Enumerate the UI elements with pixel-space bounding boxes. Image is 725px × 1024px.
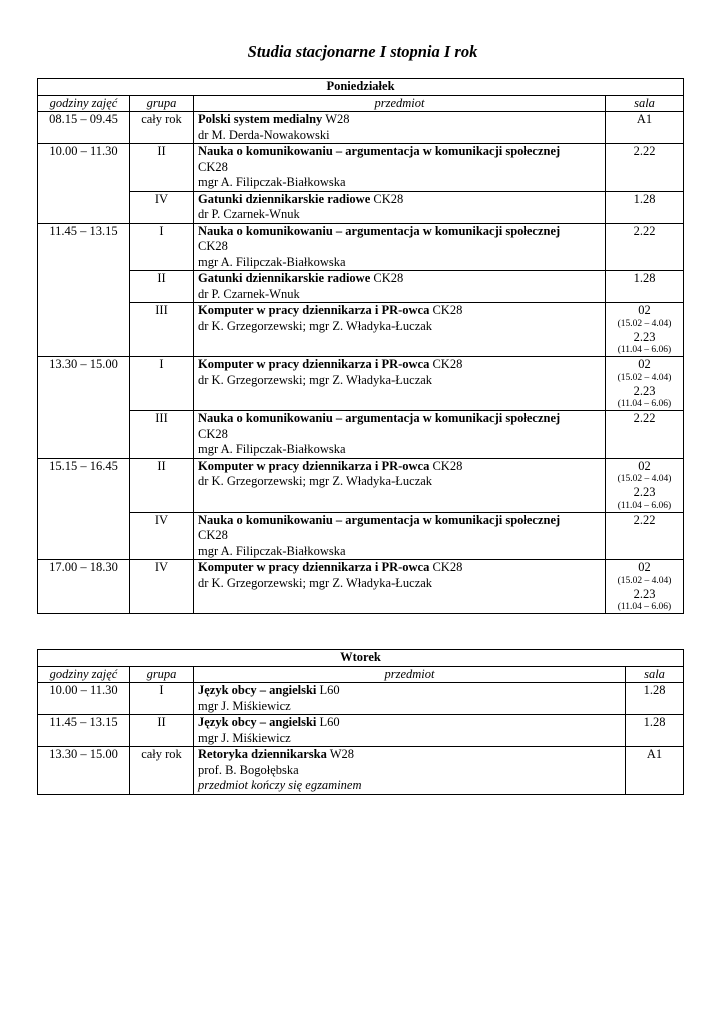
table-row bbox=[38, 560, 684, 614]
group-cell: III bbox=[130, 303, 194, 357]
room-cell: 2.22 bbox=[606, 512, 684, 560]
subject-code: CK28 bbox=[198, 528, 228, 542]
table-row bbox=[38, 271, 684, 303]
room-cell: 1.28 bbox=[626, 683, 684, 715]
room-date-range: (15.02 – 4.04) bbox=[617, 575, 672, 586]
subject-code: CK28 bbox=[198, 239, 228, 253]
time-cell: 11.45 – 13.15 bbox=[38, 223, 130, 357]
column-header-subject: przedmiot bbox=[194, 666, 626, 683]
teacher-name: mgr A. Filipczak-Białkowska bbox=[198, 442, 346, 456]
day-header-row bbox=[38, 650, 684, 667]
group-cell: I bbox=[130, 223, 194, 271]
subject-code: L60 bbox=[319, 683, 340, 697]
teacher-name: dr K. Grzegorzewski; mgr Z. Władyka-Łuczak bbox=[198, 575, 433, 590]
room-cell: A1 bbox=[626, 747, 684, 795]
room-number: 02 bbox=[638, 303, 651, 317]
monday-schedule-table bbox=[37, 78, 684, 614]
group-cell: cały rok bbox=[130, 112, 194, 144]
subject-cell bbox=[194, 223, 606, 271]
subject-name: Język obcy – angielski bbox=[198, 683, 317, 697]
column-header-row bbox=[38, 666, 684, 683]
subject-code: CK28 bbox=[198, 159, 228, 174]
table-row bbox=[38, 144, 684, 192]
group-cell: I bbox=[130, 683, 194, 715]
time-cell: 10.00 – 11.30 bbox=[38, 683, 130, 715]
column-header-row bbox=[38, 95, 684, 112]
teacher-name: dr P. Czarnek-Wnuk bbox=[198, 286, 300, 301]
room-cell bbox=[606, 357, 684, 411]
room-cell: 2.22 bbox=[606, 411, 684, 459]
group-cell: IV bbox=[130, 512, 194, 560]
subject-cell bbox=[194, 303, 606, 357]
time-cell: 10.00 – 11.30 bbox=[38, 144, 130, 224]
teacher-name: mgr J. Miśkiewicz bbox=[198, 730, 291, 745]
subject-name: Polski system medialny bbox=[198, 112, 323, 126]
subject-cell bbox=[194, 112, 606, 144]
subject-cell bbox=[194, 458, 606, 512]
subject-name: Komputer w pracy dziennikarza i PR-owca bbox=[198, 357, 430, 371]
subject-cell bbox=[194, 560, 606, 614]
room-number: 2.23 bbox=[633, 586, 656, 601]
subject-cell bbox=[194, 512, 606, 560]
subject-code: CK28 bbox=[432, 303, 463, 317]
time-cell: 15.15 – 16.45 bbox=[38, 458, 130, 560]
group-cell: cały rok bbox=[130, 747, 194, 795]
day-name: Poniedziałek bbox=[38, 79, 684, 96]
page-title: Studia stacjonarne I stopnia I rok bbox=[247, 42, 478, 61]
subject-code: CK28 bbox=[432, 458, 463, 473]
table-row bbox=[38, 303, 684, 357]
subject-name: Retoryka dziennikarska bbox=[198, 747, 327, 761]
room-number: 2.23 bbox=[633, 329, 656, 344]
group-cell: II bbox=[130, 458, 194, 512]
subject-cell bbox=[194, 357, 606, 411]
table-row bbox=[38, 683, 684, 715]
subject-name: Nauka o komunikowaniu – argumentacja w komunikacji społecznej bbox=[198, 411, 561, 425]
column-header-group: grupa bbox=[130, 666, 194, 683]
room-number: 2.23 bbox=[633, 383, 656, 398]
teacher-name: mgr A. Filipczak-Białkowska bbox=[198, 175, 346, 189]
subject-name: Gatunki dziennikarskie radiowe bbox=[198, 271, 371, 285]
table-row bbox=[38, 715, 684, 747]
subject-cell bbox=[194, 271, 606, 303]
teacher-name: mgr J. Miśkiewicz bbox=[198, 698, 291, 713]
group-cell: II bbox=[130, 715, 194, 747]
room-number: 02 bbox=[638, 560, 651, 574]
column-header-time: godziny zajęć bbox=[38, 666, 130, 683]
exam-note: przedmiot kończy się egzaminem bbox=[198, 778, 362, 792]
subject-cell bbox=[194, 144, 606, 192]
subject-code: W28 bbox=[329, 747, 355, 761]
column-header-group: grupa bbox=[130, 95, 194, 112]
subject-code: CK28 bbox=[373, 191, 404, 206]
subject-code: CK28 bbox=[432, 357, 463, 371]
time-cell: 17.00 – 18.30 bbox=[38, 560, 130, 614]
teacher-name: dr P. Czarnek-Wnuk bbox=[198, 207, 300, 221]
room-date-range: (15.02 – 4.04) bbox=[617, 318, 672, 329]
room-date-range: (15.02 – 4.04) bbox=[617, 474, 672, 484]
subject-name: Język obcy – angielski bbox=[198, 715, 317, 729]
teacher-name: mgr A. Filipczak-Białkowska bbox=[198, 543, 346, 558]
group-cell: II bbox=[130, 271, 194, 303]
table-row bbox=[38, 112, 684, 144]
day-header-row bbox=[38, 79, 684, 96]
subject-name: Nauka o komunikowaniu – argumentacja w komunikacji społecznej bbox=[198, 512, 561, 527]
group-cell: I bbox=[130, 357, 194, 411]
subject-code: W28 bbox=[325, 112, 350, 126]
subject-name: Nauka o komunikowaniu – argumentacja w komunikacji społecznej bbox=[198, 223, 561, 238]
table-row bbox=[38, 357, 684, 411]
room-number: 02 bbox=[638, 357, 651, 371]
time-cell: 11.45 – 13.15 bbox=[38, 715, 130, 747]
subject-name: Gatunki dziennikarskie radiowe bbox=[198, 191, 371, 206]
table-row bbox=[38, 458, 684, 512]
subject-name: Komputer w pracy dziennikarza i PR-owca bbox=[198, 458, 430, 473]
group-cell: IV bbox=[130, 191, 194, 223]
subject-code: L60 bbox=[319, 715, 340, 729]
subject-code: CK28 bbox=[198, 426, 228, 441]
table-row bbox=[38, 747, 684, 795]
teacher-name: dr M. Derda-Nowakowski bbox=[198, 127, 330, 142]
subject-code: CK28 bbox=[432, 560, 463, 574]
subject-name: Komputer w pracy dziennikarza i PR-owca bbox=[198, 560, 430, 574]
room-cell: 1.28 bbox=[626, 715, 684, 747]
room-date-range: (11.04 – 6.06) bbox=[617, 345, 672, 355]
room-date-range: (11.04 – 6.06) bbox=[617, 602, 672, 612]
table-row bbox=[38, 411, 684, 459]
table-row bbox=[38, 512, 684, 560]
teacher-name: mgr A. Filipczak-Białkowska bbox=[198, 254, 346, 269]
subject-cell bbox=[194, 411, 606, 459]
day-name: Wtorek bbox=[38, 650, 684, 667]
subject-cell bbox=[194, 715, 626, 747]
room-cell: 2.22 bbox=[606, 144, 684, 192]
teacher-name: dr K. Grzegorzewski; mgr Z. Władyka-Łuczak bbox=[198, 318, 433, 333]
tuesday-schedule-table bbox=[37, 649, 684, 795]
column-header-room: sala bbox=[626, 666, 684, 683]
table-row bbox=[38, 191, 684, 223]
room-cell: A1 bbox=[606, 112, 684, 144]
room-date-range: (11.04 – 6.06) bbox=[617, 399, 672, 409]
subject-cell bbox=[194, 683, 626, 715]
column-header-room: sala bbox=[606, 95, 684, 112]
subject-cell bbox=[194, 747, 626, 795]
teacher-name: dr K. Grzegorzewski; mgr Z. Władyka-Łuczak bbox=[198, 474, 433, 488]
room-date-range: (11.04 – 6.06) bbox=[617, 500, 672, 511]
group-cell: III bbox=[130, 411, 194, 459]
room-cell: 1.28 bbox=[606, 191, 684, 223]
room-cell: 2.22 bbox=[606, 223, 684, 271]
table-row bbox=[38, 223, 684, 271]
teacher-name: dr K. Grzegorzewski; mgr Z. Władyka-Łuczak bbox=[198, 372, 433, 387]
subject-code: CK28 bbox=[373, 271, 404, 285]
time-cell: 08.15 – 09.45 bbox=[38, 112, 130, 144]
subject-cell bbox=[194, 191, 606, 223]
subject-name: Komputer w pracy dziennikarza i PR-owca bbox=[198, 303, 430, 317]
group-cell: II bbox=[130, 144, 194, 192]
room-cell bbox=[606, 303, 684, 357]
room-cell: 1.28 bbox=[606, 271, 684, 303]
room-cell bbox=[606, 458, 684, 512]
group-cell: IV bbox=[130, 560, 194, 614]
room-number: 02 bbox=[638, 458, 651, 473]
room-date-range: (15.02 – 4.04) bbox=[617, 372, 672, 383]
column-header-subject: przedmiot bbox=[194, 95, 606, 112]
time-cell: 13.30 – 15.00 bbox=[38, 747, 130, 795]
room-number: 2.23 bbox=[633, 485, 656, 499]
time-cell: 13.30 – 15.00 bbox=[38, 357, 130, 459]
column-header-time: godziny zajęć bbox=[38, 95, 130, 112]
room-cell bbox=[606, 560, 684, 614]
teacher-name: prof. B. Bogołębska bbox=[198, 762, 299, 777]
subject-name: Nauka o komunikowaniu – argumentacja w komunikacji społecznej bbox=[198, 144, 561, 158]
